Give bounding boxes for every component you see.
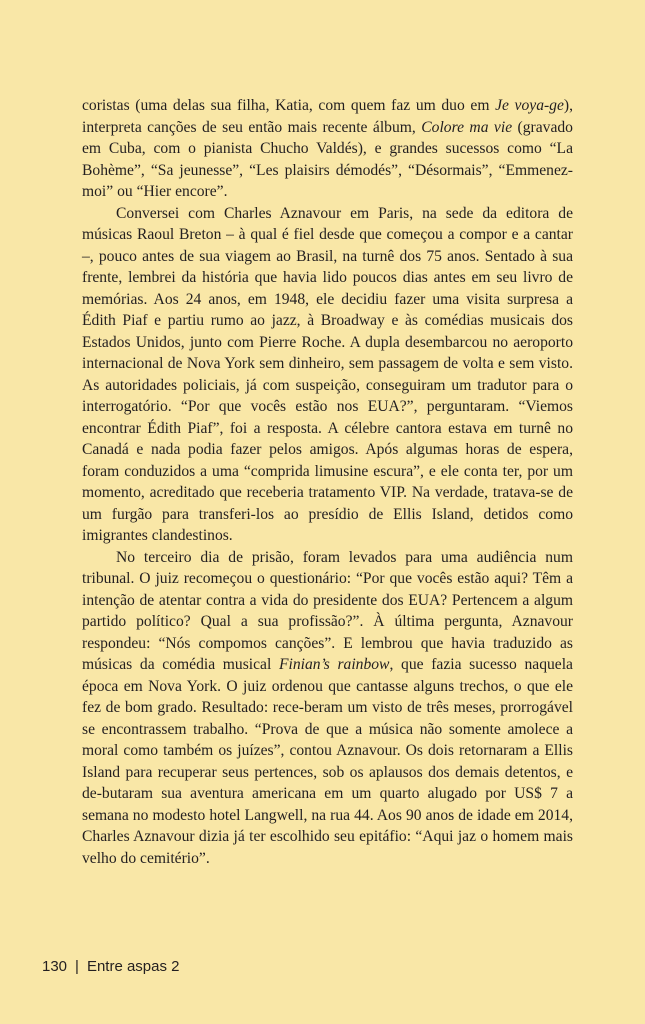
album-title-colore-ma-vie: Colore ma vie [421, 118, 513, 136]
book-title: Entre aspas 2 [86, 958, 180, 975]
song-title-je-voyage: Je voya-ge [495, 97, 564, 114]
page-body [82, 95, 573, 869]
paragraph-3-text-2: , que fazia sucesso naquela época em Nova York. O juiz ordenou que cantasse alguns trechos, o que ele fez de bom grado. Resultado: rece-beram um visto de três meses, prorrogável se encontrassem trabalho. “Prova de que a música não somente amolece a moral como também os juízes”, contou Aznavour. Os dois retornaram a Ellis Island para recuperar seus pertences, sob os aplausos dos demais detentos, e de-butaram sua aventura americana em um quarto alugado por US$ 7 a semana no modesto hotel Langwell, na rua 44. Aos 90 anos de idade em 2014, Charles Aznavour dizia já ter escolhido seu epitáfio: “Aqui jaz o homem mais velho do cemitério”. [82, 656, 573, 867]
paragraph-2: Conversei com Charles Aznavour em Paris, na sede da editora de músicas Raoul Breton – à qual é fiel desde que começou a compor e a cantar –, pouco antes de sua viagem ao Brasil, na turnê dos 75 anos. Sentado à sua frente, lembrei da história que havia lido poucos dias antes em seu livro de memórias. Aos 24 anos, em 1948, ele decidiu fazer uma visita surpresa a Édith Piaf e partiu rumo ao jazz, à Broadway e às comédias musicais dos Estados Unidos, junto com Pierre Roche. A dupla desembarcou no aeroporto internacional de Nova York sem dinheiro, sem passagem de volta e sem visto. As autoridades policiais, já com suspeição, conseguiram um tradutor para o interrogatório. “Por que vocês estão nos EUA?”, perguntaram. “Viemos encontrar Édith Piaf”, foi a resposta. A célebre cantora estava em turnê no Canadá e nada podia fazer pelos amigos. Após algumas horas de espera, foram conduzidos a uma “comprida limusine escura”, e ele conta ter, por um momento, acreditado que receberia tratamento VIP. Na verdade, tratava-se de um furgão para transferi-los ao presídio de Ellis Island, detidos como imigrantes clandestinos. [82, 204, 573, 544]
paragraph-1-text-2: ), interpreta canções de seu então mais recente álbum, [82, 97, 573, 136]
paragraph-1 [82, 95, 573, 203]
paragraph-3 [82, 547, 573, 870]
page-footer [42, 958, 180, 975]
paragraph-1-text-1: coristas (uma delas sua filha, Katia, com quem faz um duo em [82, 97, 496, 114]
footer-separator: | [75, 958, 79, 975]
paragraph-1-text-3: (gravado em Cuba, com o pianista Chucho Valdés), e grandes sucessos como “La Bohème”, “Sa jeunesse”, “Les plaisirs démodés”, “Désormais”, “Emmenez-moi” ou “Hier encore”. [82, 118, 573, 200]
paragraph-3-text-1: No terceiro dia de prisão, foram levados para uma audiência num tribunal. O juiz recomeçou o questionário: “Por que vocês estão aqui? Têm a intenção de atentar contra a vida do presidente dos EUA? Pertencem a algum partido político? Qual a sua profissão?”. À última pergunta, Aznavour respondeu: “Nós compomos canções”. E lembrou que havia traduzido as músicas da comédia musical [82, 548, 573, 673]
musical-title-finians-rainbow: Finian’s rainbow [278, 656, 390, 673]
page-number: 130 [42, 958, 68, 975]
